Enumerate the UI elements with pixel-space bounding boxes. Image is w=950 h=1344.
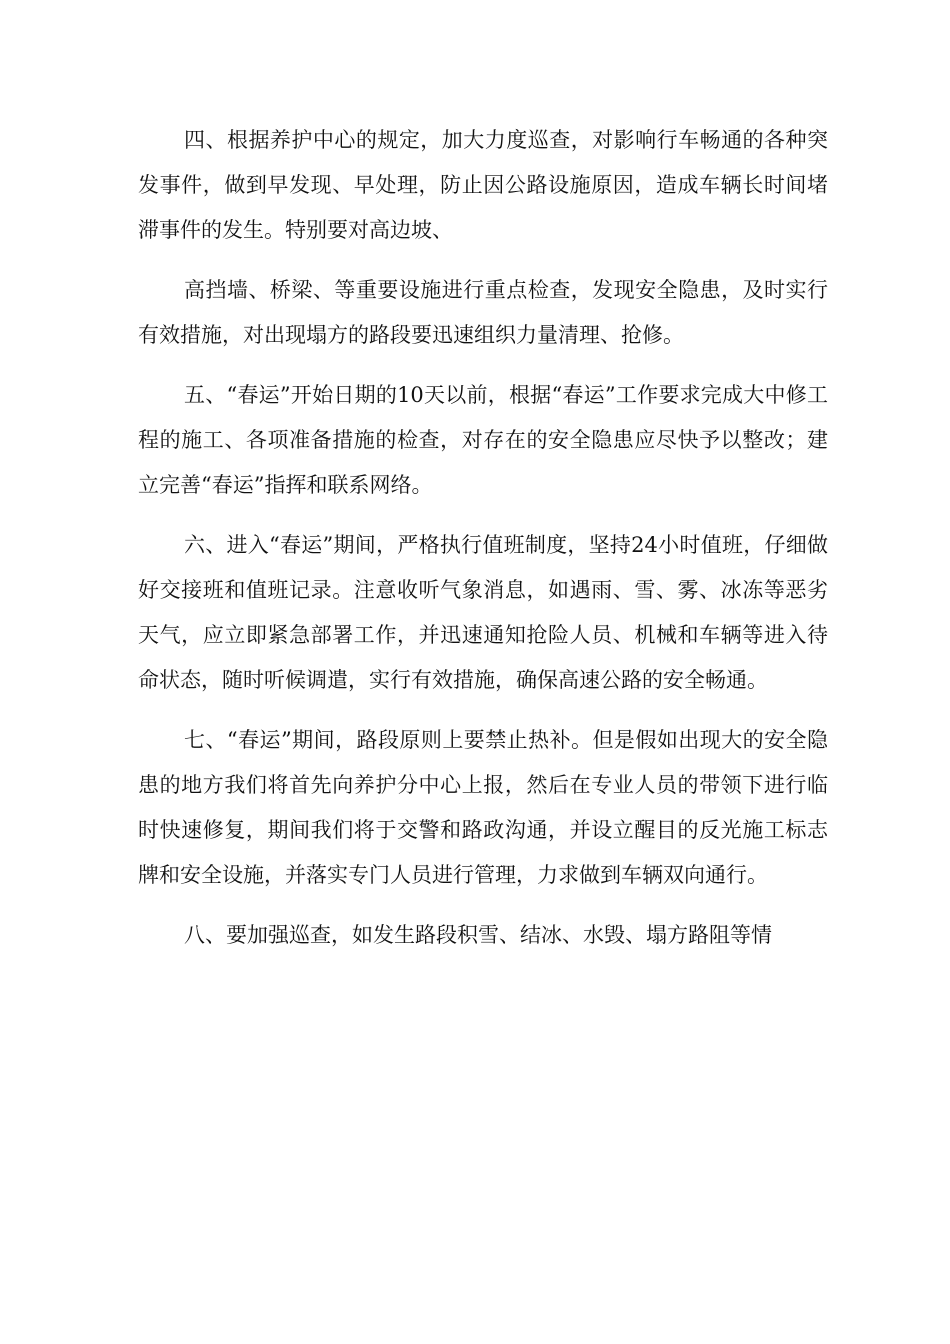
paragraph-8: 八、要加强巡查，如发生路段积雪、结冰、水毁、塌方路阻等情 xyxy=(184,923,772,947)
paragraph-7: 七、“春运”期间，路段原则上要禁止热补。但是假如出现大的安全隐患的地方我们将首先向养护分中心上报，然后在专业人员的带领下进行临时快速修复，期间我们将于交警和路政沟通，并设立醒目的反光施工标志牌和安全设施，并落实专门人员进行管理，力求做到车辆双向通行。 xyxy=(138,728,828,887)
paragraph-6: 六、进入“春运”期间，严格执行值班制度，坚持24小时值班，仔细做好交接班和值班记录。注意收听气象消息，如遇雨、雪、雾、冰冻等恶劣天气，应立即紧急部署工作，并迅速通知抢险人员、机械和车辆等进入待命状态，随时听候调遣，实行有效措施，确保高速公路的安全畅通。 xyxy=(138,533,828,692)
paragraph-4: 四、根据养护中心的规定，加大力度巡查，对影响行车畅通的各种突发事件，做到早发现、早处理，防止因公路设施原因，造成车辆长时间堵滞事件的发生。特别要对高边坡、 xyxy=(138,128,828,242)
paragraph-4-continued: 高挡墙、桥梁、等重要设施进行重点检查，发现安全隐患，及时实行有效措施，对出现塌方的路段要迅速组织力量清理、抢修。 xyxy=(138,278,828,347)
paragraph-5: 五、“春运”开始日期的10天以前，根据“春运”工作要求完成大中修工程的施工、各项准备措施的检查，对存在的安全隐患应尽快予以整改；建立完善“春运”指挥和联系网络。 xyxy=(138,383,828,497)
document-body xyxy=(138,118,828,973)
